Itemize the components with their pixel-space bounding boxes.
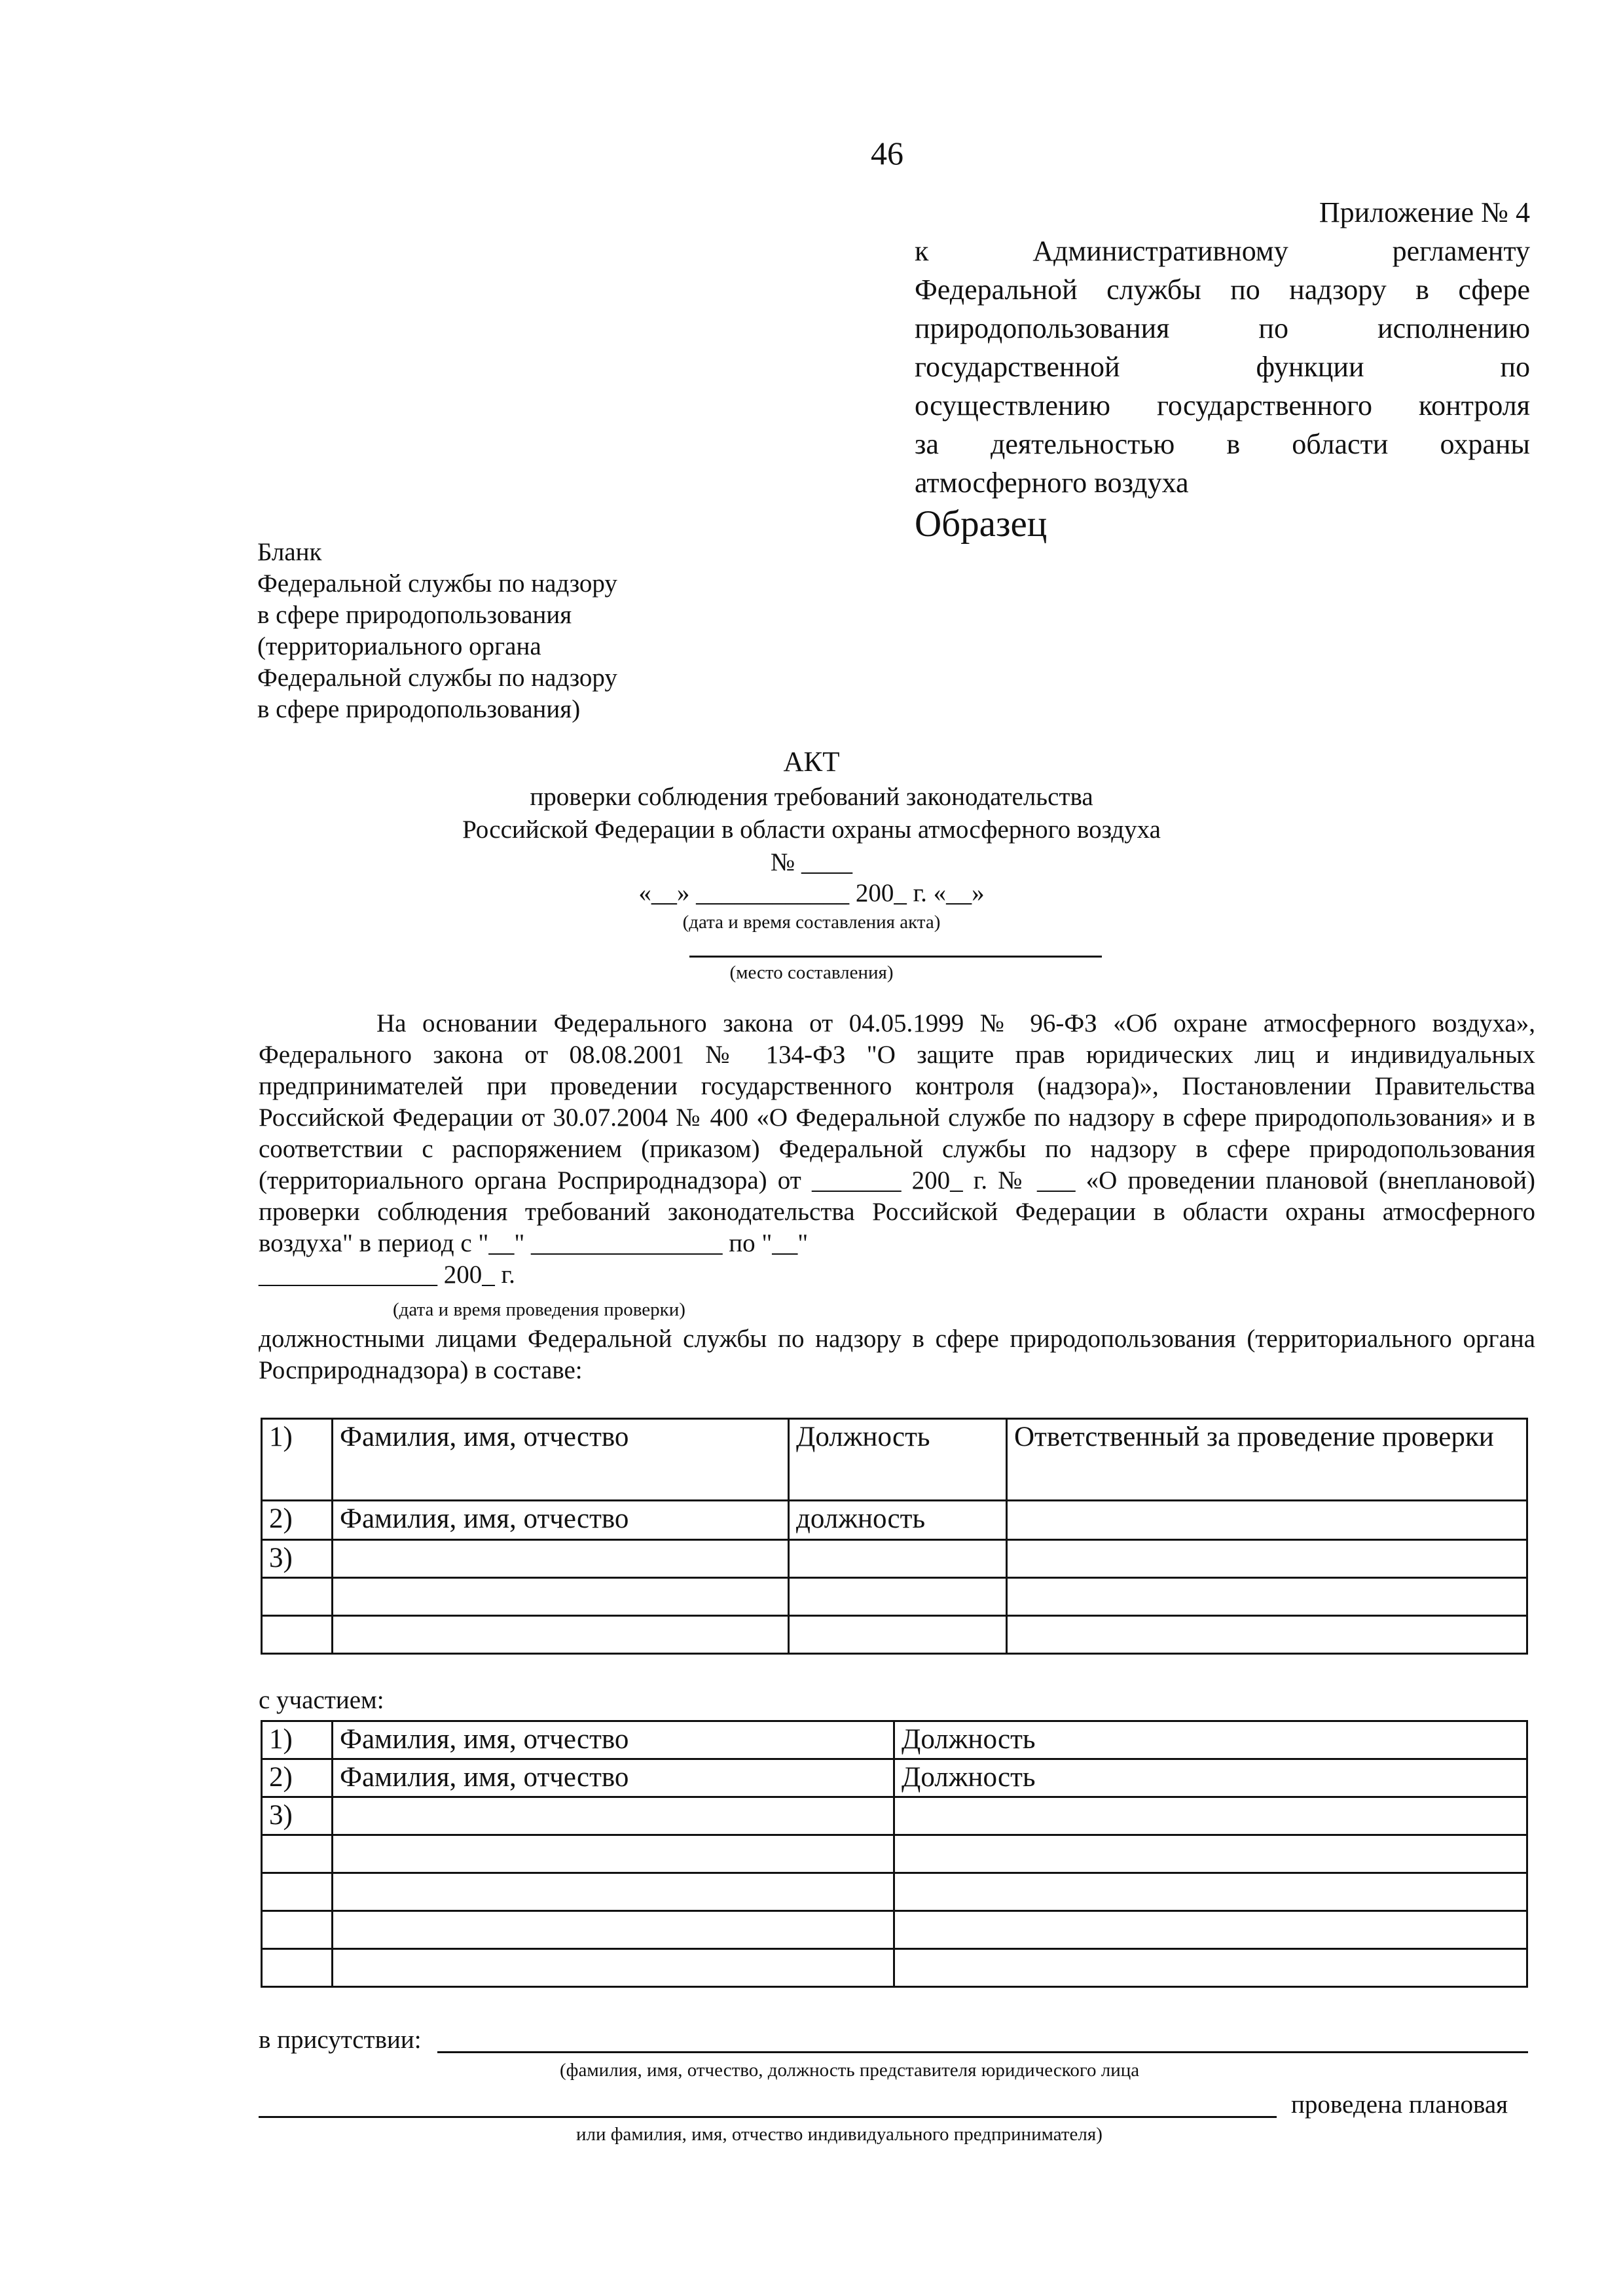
table-cell: 2) (262, 1501, 333, 1540)
table-row (262, 1578, 1527, 1616)
table-cell[interactable] (333, 1911, 894, 1949)
table-cell[interactable] (894, 1835, 1527, 1873)
table-cell[interactable] (333, 1540, 789, 1578)
table-cell[interactable] (262, 1873, 333, 1911)
table-cell[interactable] (894, 1873, 1527, 1911)
table-cell[interactable] (262, 1578, 333, 1616)
act-number: № ____ (771, 848, 852, 876)
table-cell[interactable] (894, 1949, 1527, 1987)
act-title: АКТ (783, 747, 840, 778)
letterhead-line: Бланк (257, 538, 322, 566)
presence-field[interactable] (437, 2051, 1528, 2053)
table-cell[interactable] (262, 1835, 333, 1873)
appendix-line: государственной функции по (915, 351, 1530, 383)
presence-caption: или фамилия, имя, отчество индивидуального предпринимателя) (576, 2124, 1103, 2145)
table-cell: Фамилия, имя, отчество (333, 1721, 894, 1759)
appendix-line: Федеральной службы по надзору в сфере (915, 274, 1530, 306)
table-cell: Фамилия, имя, отчество (333, 1501, 789, 1540)
letterhead-line: (территориального органа (257, 632, 541, 660)
letterhead-block (257, 537, 617, 725)
table-cell: Ответственный за проведение проверки (1007, 1419, 1527, 1501)
table-row (262, 1616, 1527, 1654)
letterhead-line: в сфере природопользования) (257, 695, 581, 723)
appendix-heading (915, 193, 1530, 543)
participants-table (261, 1720, 1528, 1988)
staff-text: должностными лицами Федеральной службы по надзору в сфере природопользования (территориального органа Росприроднадзора) в составе: (259, 1325, 1535, 1384)
table-cell[interactable] (333, 1949, 894, 1987)
letterhead-line: Федеральной службы по надзору (257, 664, 617, 692)
table-row (262, 1501, 1527, 1540)
appendix-line: к Административному регламенту (915, 235, 1530, 267)
appendix-title: Приложение № 4 (1319, 196, 1530, 228)
table-cell: 3) (262, 1797, 333, 1835)
inspectors-table (261, 1418, 1528, 1655)
table-cell[interactable] (1007, 1578, 1527, 1616)
table-cell: Должность (894, 1759, 1527, 1797)
table-cell: 1) (262, 1721, 333, 1759)
act-date-field[interactable]: «__» ____________ 200_ г. «__» (638, 879, 985, 907)
table-cell: Фамилия, имя, отчество (333, 1419, 789, 1501)
presence-caption: (фамилия, имя, отчество, должность представителя юридического лица (560, 2060, 1140, 2081)
table-cell[interactable] (789, 1616, 1007, 1654)
appendix-line: за деятельностью в области охраны (915, 428, 1530, 460)
table-cell[interactable] (333, 1873, 894, 1911)
table-cell: 3) (262, 1540, 333, 1578)
page-number: 46 (871, 135, 903, 171)
table-cell: Фамилия, имя, отчество (333, 1759, 894, 1797)
table-row (262, 1873, 1527, 1911)
presence-field-2[interactable] (259, 2116, 1277, 2118)
table-cell[interactable] (789, 1578, 1007, 1616)
presence-label: в присутствии: (259, 2026, 422, 2054)
table-cell[interactable] (894, 1911, 1527, 1949)
participation-label: с участием: (259, 1686, 384, 1714)
table-cell[interactable] (262, 1949, 333, 1987)
table-cell[interactable] (333, 1797, 894, 1835)
sample-label: Образец (915, 503, 1048, 545)
table-row (262, 1721, 1527, 1759)
table-row (262, 1835, 1527, 1873)
table-row (262, 1759, 1527, 1797)
letterhead-line: Федеральной службы по надзору (257, 569, 617, 598)
table-cell[interactable] (333, 1835, 894, 1873)
appendix-line: природопользования по исполнению (915, 312, 1530, 344)
table-cell[interactable] (262, 1911, 333, 1949)
period-end-field[interactable]: ______________ 200_ г. (259, 1261, 515, 1289)
table-row (262, 1540, 1527, 1578)
basis-paragraph (259, 1008, 1535, 1291)
table-cell[interactable] (789, 1540, 1007, 1578)
act-subtitle: Российской Федерации в области охраны атмосферного воздуха (462, 816, 1161, 844)
table-row (262, 1419, 1527, 1501)
letterhead-line: в сфере природопользования (257, 601, 572, 629)
table-row (262, 1911, 1527, 1949)
table-cell: Должность (894, 1721, 1527, 1759)
table-row (262, 1797, 1527, 1835)
act-date-caption: (дата и время составления акта) (682, 912, 941, 933)
table-cell[interactable] (1007, 1616, 1527, 1654)
table-cell: 1) (262, 1419, 333, 1501)
table-cell: должность (789, 1501, 1007, 1540)
table-row (262, 1949, 1527, 1987)
table-cell: 2) (262, 1759, 333, 1797)
place-field[interactable] (689, 956, 1102, 958)
table-cell: Должность (789, 1419, 1007, 1501)
appendix-line: осуществлению государственного контроля (915, 389, 1530, 422)
basis-text: На основании Федерального закона от 04.05.1999 № 96-ФЗ «Об охране атмосферного воздуха», Федерального закона от 08.08.2001 № 134-ФЗ "О защите прав юридических лиц и индивидуальных предпринимателей при проведении государственного контроля (надзора)», Постановлении Правительства Российской Федерации от 30.07.2004 № 400 «О Федеральной службе по надзору в сфере природопользования» и в соответствии с распоряжением (приказом) Федеральной службы по надзору в сфере природопользования (территориального органа Росприроднадзора) от _______ 200_ г. № ___ «О проведении плановой (внеплановой) проверки соблюдения требований законодательства Российской Федерации в области охраны атмосферного воздуха" в период с "__" _______________ по "__" (259, 1009, 1535, 1257)
table-cell[interactable] (1007, 1501, 1527, 1540)
table-cell[interactable] (1007, 1540, 1527, 1578)
presence-tail-text: проведена плановая (1291, 2090, 1508, 2119)
appendix-line: атмосферного воздуха (915, 467, 1189, 499)
period-caption: (дата и время проведения проверки) (393, 1299, 685, 1320)
table-cell[interactable] (333, 1578, 789, 1616)
act-subtitle: проверки соблюдения требований законодательства (530, 783, 1093, 811)
table-cell[interactable] (262, 1616, 333, 1654)
place-caption: (место составления) (729, 962, 894, 983)
table-cell[interactable] (333, 1616, 789, 1654)
table-cell[interactable] (894, 1797, 1527, 1835)
